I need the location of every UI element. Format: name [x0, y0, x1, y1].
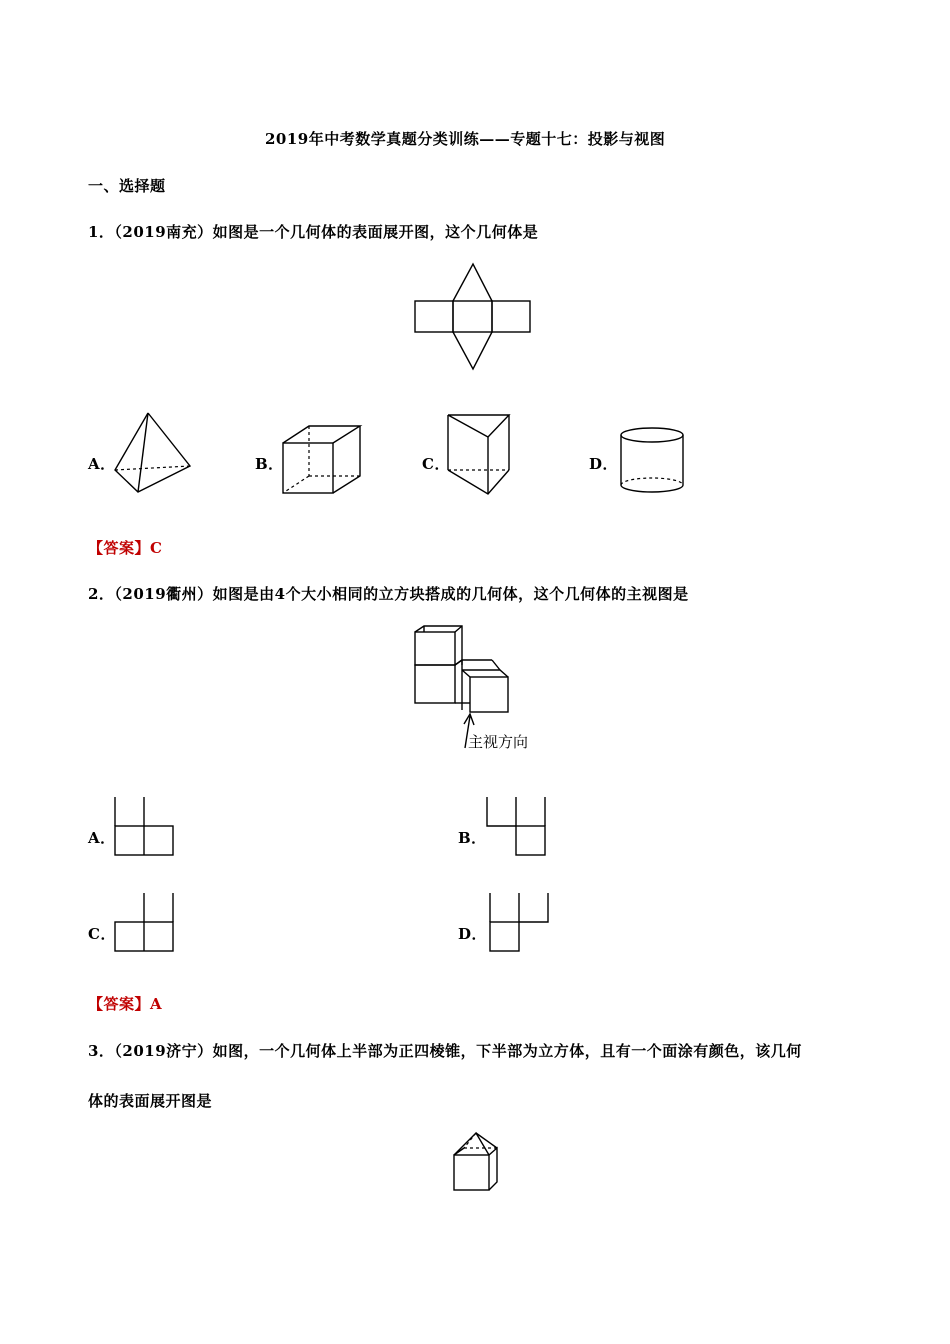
q2-option-a-label: A． — [88, 829, 116, 847]
q1-option-c-label: C． — [422, 455, 450, 473]
question-3-stem-line-2: 体的表面展开图是 — [88, 1092, 213, 1110]
page-title: 2019年中考数学真题分类训练——专题十七：投影与视图 — [265, 130, 666, 148]
q2-option-d-label: D． — [458, 925, 488, 943]
q2-view-direction-label: 主视方向 — [468, 733, 529, 751]
question-1-stem: 1．（2019南充）如图是一个几何体的表面展开图，这个几何体是 — [88, 223, 539, 241]
q2-option-b-label: B． — [458, 829, 487, 847]
question-2-stem: 2．（2019衢州）如图是由4个大小相同的立方块搭成的几何体，这个几何体的主视图是 — [88, 585, 689, 603]
question-3-stem-line-1: 3．（2019济宁）如图，一个几何体上半部为正四棱锥，下半部为立方体，且有一个面涂有颜色，该几何 — [88, 1042, 802, 1060]
q1-option-b-label: B． — [255, 455, 284, 473]
q2-option-c-label: C． — [88, 925, 116, 943]
q1-option-a-label: A． — [88, 455, 116, 473]
q1-answer: 【答案】C — [88, 539, 163, 557]
section-heading: 一、选择题 — [88, 177, 166, 195]
q2-answer: 【答案】A — [88, 995, 163, 1013]
q1-option-d-label: D． — [589, 455, 619, 473]
